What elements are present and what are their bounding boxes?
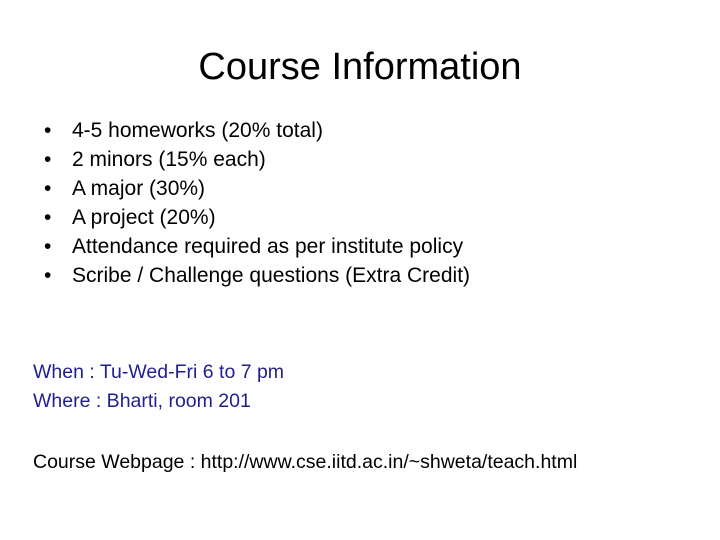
schedule-block (33, 358, 284, 416)
bullet-text: A major (30%) (72, 177, 206, 200)
bullet-icon: • (44, 235, 52, 258)
bullet-item (44, 232, 470, 261)
bullet-icon: • (44, 206, 52, 229)
bullet-item (44, 203, 470, 232)
bullet-item (44, 261, 470, 290)
bullet-text: Scribe / Challenge questions (Extra Credit) (72, 264, 471, 287)
bullet-item (44, 145, 470, 174)
course-webpage-line: Course Webpage : http://www.cse.iitd.ac.in/~shweta/teach.html (33, 451, 578, 473)
slide-title: Course Information (198, 46, 522, 88)
where-line: Where : Bharti, room 201 (33, 390, 251, 412)
bullet-text: 2 minors (15% each) (72, 148, 266, 171)
when-line: When : Tu-Wed-Fri 6 to 7 pm (33, 361, 285, 383)
bullet-item (44, 116, 470, 145)
bullet-icon: • (44, 148, 52, 171)
bullet-icon: • (44, 264, 52, 287)
bullet-list (44, 116, 470, 290)
bullet-text: Attendance required as per institute policy (72, 235, 464, 258)
bullet-item (44, 174, 470, 203)
bullet-text: A project (20%) (72, 206, 216, 229)
bullet-text: 4-5 homeworks (20% total) (72, 119, 323, 142)
bullet-icon: • (44, 177, 52, 200)
bullet-icon: • (44, 119, 52, 142)
